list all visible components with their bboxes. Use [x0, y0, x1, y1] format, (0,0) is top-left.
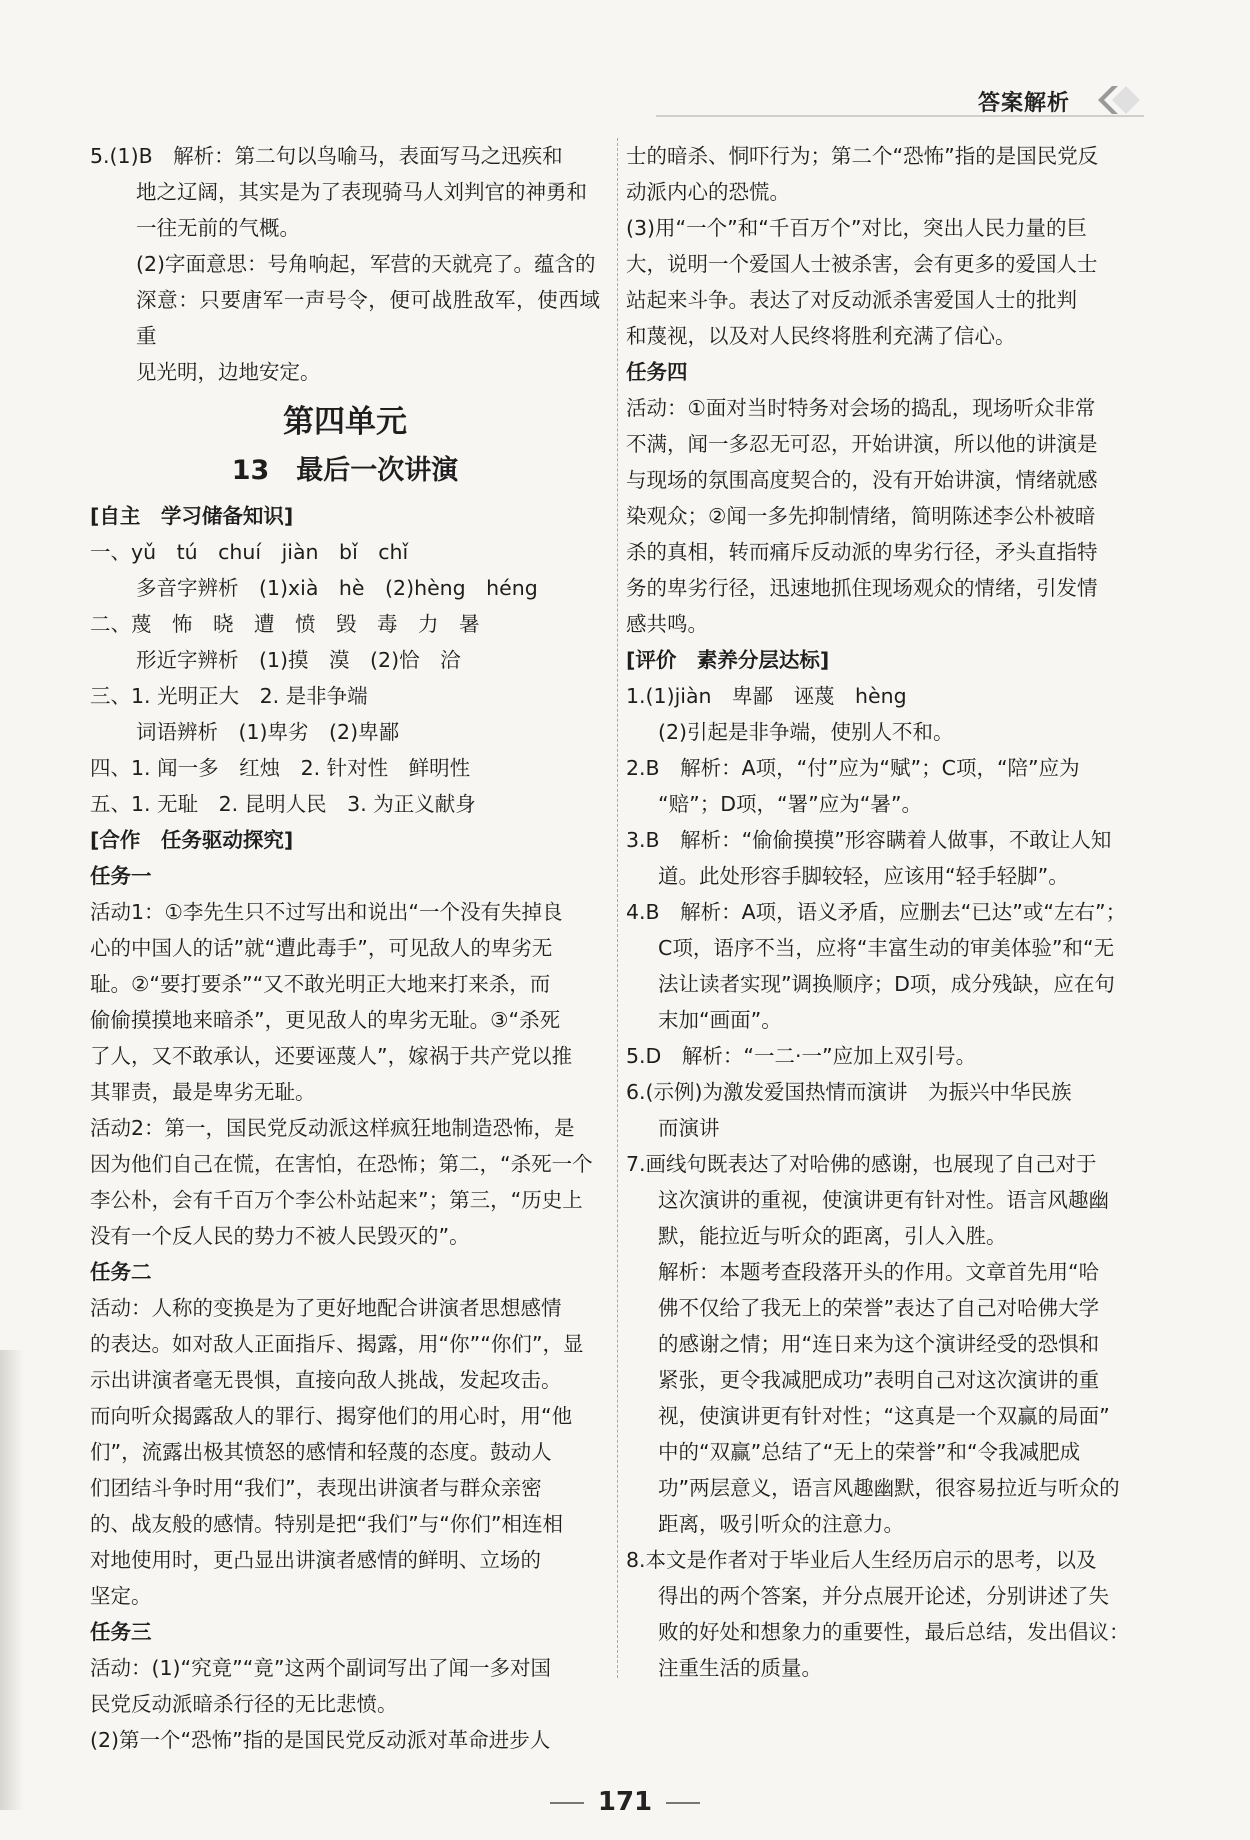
- text-line: 染观众；②闻一多先抑制情绪，简明陈述李公朴被暗: [626, 504, 1096, 528]
- text-line: 得出的两个答案，并分点展开论述，分别讲述了失: [658, 1584, 1109, 1608]
- text-line: 5.(1)B 解析：第二句以鸟喻马，表面写马之迅疾和: [90, 144, 563, 168]
- text-line: 不满，闻一多忍无可忍，开始讲演，所以他的讲演是: [626, 432, 1098, 456]
- text-line: 法让读者实现”调换顺序；D项，成分残缺，应在句: [658, 972, 1115, 996]
- text-line: 的、战友般的感情。特别是把“我们”与“你们”相连相: [90, 1512, 563, 1536]
- page-number-text: 171: [597, 1787, 653, 1817]
- text-line: 紧张，更令我减肥成功”表明自己对这次演讲的重: [658, 1368, 1100, 1392]
- text-line: 了人，又不敢承认，还要诬蔑人”，嫁祸于共产党以推: [90, 1044, 573, 1068]
- text-line: 和蔑视，以及对人民终将胜利充满了信心。: [626, 324, 1016, 348]
- text-line: 2.B 解析：A项，“付”应为“赋”；C项，“陪”应为: [626, 756, 1080, 780]
- text-line: 民党反动派暗杀行径的无比悲愤。: [90, 1692, 398, 1716]
- text-line: 活动：(1)“究竟”“竟”这两个副词写出了闻一多对国: [90, 1656, 552, 1680]
- text-line: 耻。②“要打要杀”“又不敢光明正大地来打来杀，而: [90, 972, 551, 996]
- text-line: 末加“画面”。: [658, 1008, 782, 1032]
- text-line: 四、1. 闻一多 红烛 2. 针对性 鲜明性: [90, 756, 471, 780]
- text-line: 务的卑劣行径，迅速地抓住现场观众的情绪，引发情: [626, 576, 1098, 600]
- text-line: 其罪责，最是卑劣无耻。: [90, 1080, 316, 1104]
- text-line: 活动：①面对当时特务对会场的捣乱，现场听众非常: [626, 396, 1096, 420]
- text-line: C项，语序不当，应将“丰富生动的审美体验”和“无: [658, 936, 1115, 960]
- page-edge-shadow: [0, 1350, 24, 1810]
- text-line: “赔”；D项，“署”应为“暑”。: [658, 792, 923, 816]
- task-heading: 任务二: [90, 1260, 152, 1284]
- text-line: 1.(1)jiàn 卑鄙 诬蔑 hèng: [626, 684, 907, 708]
- text-line: 偷偷摸摸地来暗杀”，更见敌人的卑劣无耻。③“杀死: [90, 1008, 561, 1032]
- text-line: 活动1：①李先生只不过写出和说出“一个没有失掉良: [90, 900, 563, 924]
- text-line: 动派内心的恐慌。: [626, 180, 790, 204]
- text-line: 4.B 解析：A项，语义矛盾，应删去“已达”或“左右”；: [626, 900, 1127, 924]
- text-line: 活动2：第一，国民党反动派这样疯狂地制造恐怖，是: [90, 1116, 575, 1140]
- text-line: 坚定。: [90, 1584, 152, 1608]
- text-line: 见光明，边地安定。: [136, 360, 321, 384]
- text-line: 杀的真相，转而痛斥反动派的卑劣行径，矛头直指特: [626, 540, 1098, 564]
- text-line: 败的好处和想象力的重要性，最后总结，发出倡议：: [658, 1620, 1130, 1644]
- text-line: 默，能拉近与听众的距离，引人入胜。: [658, 1224, 1007, 1248]
- text-line: 的表达。如对敌人正面指斥、揭露，用“你”“你们”，显: [90, 1332, 584, 1356]
- text-line: 6.(示例)为激发爱国热情而演讲 为振兴中华民族: [626, 1080, 1072, 1104]
- text-line: 三、1. 光明正大 2. 是非争端: [90, 684, 368, 708]
- text-line: 视，使演讲更有针对性；“这真是一个双赢的局面”: [658, 1404, 1110, 1428]
- section-label: [自主 学习储备知识]: [90, 504, 294, 528]
- text-line: 注重生活的质量。: [658, 1656, 822, 1680]
- text-line: 们”，流露出极其愤怒的感情和轻蔑的态度。鼓动人: [90, 1440, 552, 1464]
- text-line: 因为他们自己在慌，在害怕，在恐怖；第二，“杀死一个: [90, 1152, 593, 1176]
- text-line: 站起来斗争。表达了对反动派杀害爱国人士的批判: [626, 288, 1077, 312]
- text-line: 地之辽阔，其实是为了表现骑马人刘判官的神勇和: [136, 180, 587, 204]
- task-heading: 任务一: [90, 864, 152, 888]
- text-line: 多音字辨析 (1)xià hè (2)hèng héng: [136, 576, 538, 600]
- text-line: (2)引起是非争端，使别人不和。: [658, 720, 954, 744]
- text-line: 大，说明一个爱国人士被杀害，会有更多的爱国人士: [626, 252, 1098, 276]
- text-line: 对地使用时，更凸显出讲演者感情的鲜明、立场的: [90, 1548, 541, 1572]
- text-line: 解析：本题考查段落开头的作用。文章首先用“哈: [658, 1260, 1100, 1284]
- page-number-dash-left: [550, 1802, 584, 1804]
- text-line: 而向听众揭露敌人的罪行、揭穿他们的用心时，用“他: [90, 1404, 573, 1428]
- text-line: 们团结斗争时用“我们”，表现出讲演者与群众亲密: [90, 1476, 542, 1500]
- header-rule: [656, 115, 1144, 117]
- page-number-dash-right: [666, 1802, 700, 1804]
- text-line: 没有一个反人民的势力不被人民毁灭的”。: [90, 1224, 470, 1248]
- text-line: 距离，吸引听众的注意力。: [658, 1512, 904, 1536]
- text-line: 示出讲演者毫无畏惧，直接向敌人挑战，发起攻击。: [90, 1368, 562, 1392]
- text-line: 形近字辨析 (1)摸 漠 (2)恰 洽: [136, 648, 461, 672]
- text-line: 活动：人称的变换是为了更好地配合讲演者思想感情: [90, 1296, 562, 1320]
- text-line: 3.B 解析：“偷偷摸摸”形容瞒着人做事，不敢让人知: [626, 828, 1112, 852]
- column-divider: [617, 138, 618, 1678]
- task-heading: 任务三: [90, 1620, 152, 1644]
- text-line: 词语辨析 (1)卑劣 (2)卑鄙: [136, 720, 400, 744]
- text-line: (2)第一个“恐怖”指的是国民党反动派对革命进步人: [90, 1728, 551, 1752]
- text-line: 五、1. 无耻 2. 昆明人民 3. 为正义献身: [90, 792, 476, 816]
- task-heading: 任务四: [626, 360, 688, 384]
- header-title: 答案解析: [978, 91, 1071, 116]
- text-line: (2)字面意思：号角响起，军营的天就亮了。蕴含的: [136, 252, 596, 276]
- text-line: 而演讲: [658, 1116, 720, 1140]
- text-line: 5.D 解析：“一二·一”应加上双引号。: [626, 1044, 977, 1068]
- right-column: [626, 138, 1152, 1686]
- text-line: 心的中国人的话”就“遭此毒手”，可见敌人的卑劣无: [90, 936, 553, 960]
- unit-title: 第四单元: [283, 404, 407, 440]
- section-label: [合作 任务驱动探究]: [90, 828, 294, 852]
- text-line: 一往无前的气概。: [136, 216, 300, 240]
- text-line: 与现场的氛围高度契合的，没有开始讲演，情绪就感: [626, 468, 1098, 492]
- text-line: (3)用“一个”和“千百万个”对比，突出人民力量的巨: [626, 216, 1088, 240]
- text-line: 功”两层意义，语言风趣幽默，很容易拉近与听众的: [658, 1476, 1120, 1500]
- left-column: [90, 138, 600, 1758]
- lesson-title: 13 最后一次讲演: [231, 455, 459, 486]
- chevron-decoration-icon: [1094, 84, 1142, 116]
- text-line: 深意：只要唐军一声号令，便可战胜敌军，使西域重: [136, 288, 600, 348]
- page-number: [0, 1787, 1250, 1817]
- text-line: 士的暗杀、恫吓行为；第二个“恐怖”指的是国民党反: [626, 144, 1099, 168]
- text-line: 二、蔑 怖 晓 遭 愤 毁 毒 力 暑: [90, 612, 480, 636]
- text-line: 中的“双赢”总结了“无上的荣誉”和“令我减肥成: [658, 1440, 1081, 1464]
- text-line: 8.本文是作者对于毕业后人生经历启示的思考，以及: [626, 1548, 1097, 1572]
- text-line: 感共鸣。: [626, 612, 708, 636]
- text-line: 道。此处形容手脚较轻，应该用“轻手轻脚”。: [658, 864, 1069, 888]
- text-line: 7.画线句既表达了对哈佛的感谢，也展现了自己对于: [626, 1152, 1097, 1176]
- text-line: 这次演讲的重视，使演讲更有针对性。语言风趣幽: [658, 1188, 1109, 1212]
- section-label: [评价 素养分层达标]: [626, 648, 830, 672]
- text-line: 佛不仅给了我无上的荣誉”表达了自己对哈佛大学: [658, 1296, 1100, 1320]
- text-line: 的感谢之情；用“连日来为这个演讲经受的恐惧和: [658, 1332, 1100, 1356]
- text-line: 李公朴，会有千百万个李公朴站起来”；第三，“历史上: [90, 1188, 583, 1212]
- text-line: 一、yǔ tú chuí jiàn bǐ chǐ: [90, 540, 409, 564]
